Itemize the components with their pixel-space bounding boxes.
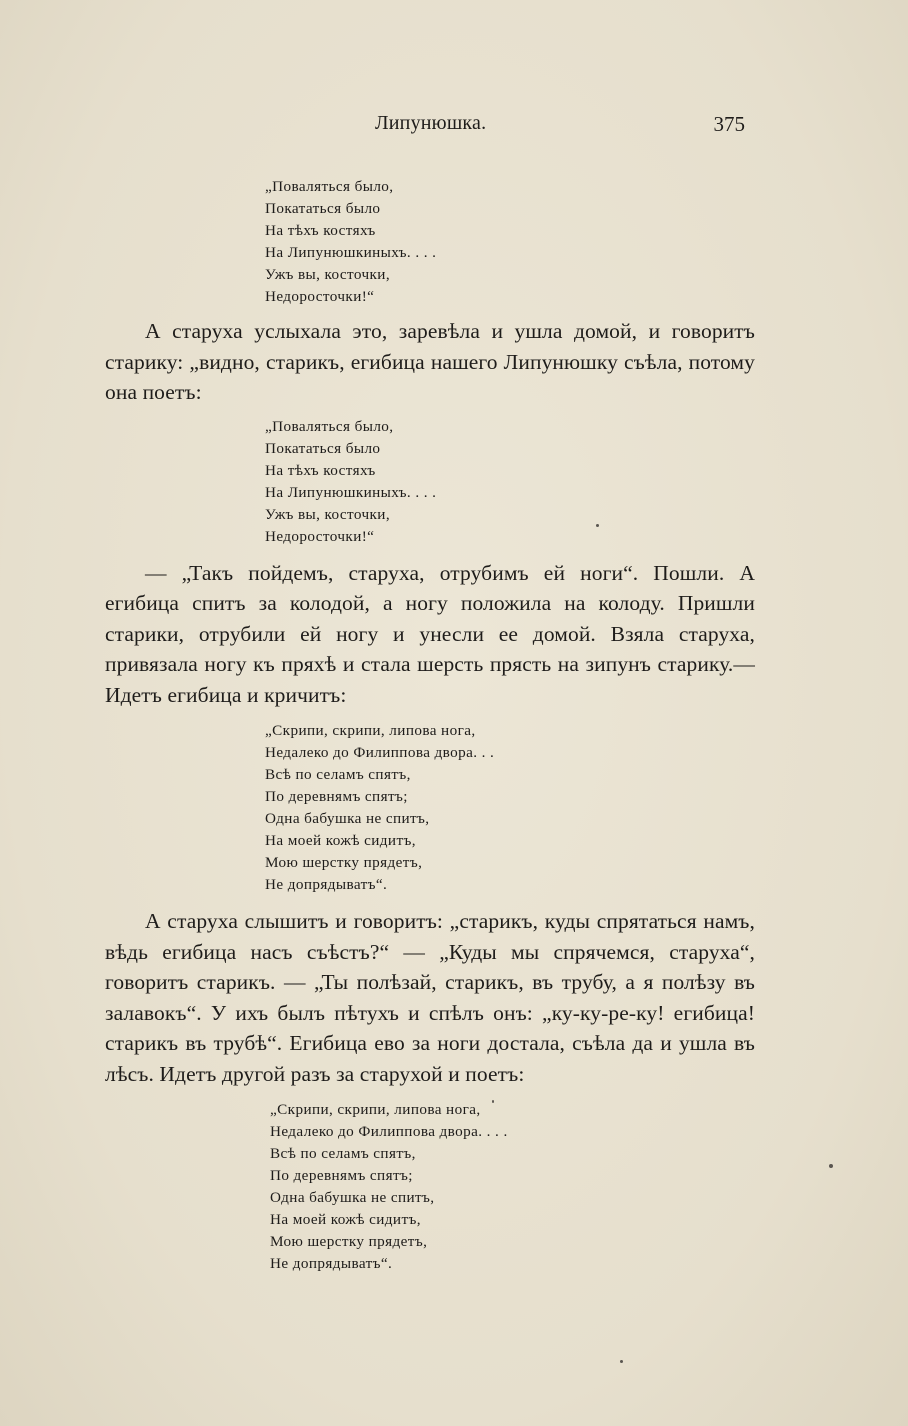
paper-speck (492, 1100, 494, 1103)
verse-line: Не допрядыватъ“. (270, 1255, 393, 1272)
verse-line: На тѣхъ костяхъ (265, 461, 376, 479)
verse-line: Всѣ по селамъ спятъ, (270, 1145, 416, 1162)
verse-line: На тѣхъ костяхъ (265, 222, 376, 239)
body-text (105, 176, 755, 1275)
verse-line: Не допрядыватъ“. (265, 876, 388, 893)
verse-line: Покататься было (265, 439, 381, 457)
verse-line: Одна бабушка не спитъ, (270, 1189, 435, 1206)
verse-line: „Скрипи, скрипи, липова нога, (265, 722, 476, 739)
verse-line: По деревнямъ спятъ; (265, 788, 408, 805)
verse-line: На моей кожѣ сидитъ, (270, 1211, 421, 1228)
verse-block (270, 1099, 755, 1275)
paper-speck (596, 524, 599, 527)
verse-line: На Липунюшкиныхъ. . . . (265, 244, 437, 261)
verse-line: „Поваляться было, (265, 417, 394, 435)
verse-block (265, 176, 755, 308)
verse-line: „Скрипи, скрипи, липова нога, (270, 1101, 481, 1118)
verse-line: На Липунюшкиныхъ. . . . (265, 483, 437, 501)
verse-line: Покататься было (265, 200, 381, 217)
page-header (105, 112, 745, 142)
verse-line: Ужъ вы, косточки, (265, 266, 391, 283)
verse-line: Недоросточки!“ (265, 527, 375, 545)
verse-line: Ужъ вы, косточки, (265, 505, 391, 523)
paragraph: А старуха слышитъ и говоритъ: „старикъ, куды спрятаться намъ, вѣдь егибица насъ съѣстъ?“ — „Куды мы спрячемся, старуха“, говоритъ старикъ. — „Ты полѣзай, старикъ, въ трубу, а я полѣзу въ залавокъ“. У ихъ былъ пѣтухъ и спѣлъ онъ: „ку-ку-ре-ку! егибица! старикъ въ трубѣ“. Егибица ево за ноги достала, съѣла да и ушла въ лѣсъ. Идетъ другой разъ за старухой и поетъ: (105, 909, 755, 1086)
page-number: 375 (713, 112, 745, 136)
paper-speck (620, 1360, 623, 1363)
verse-line: Всѣ по селамъ спятъ, (265, 766, 411, 783)
paragraph: — „Такъ пойдемъ, старуха, отрубимъ ей ноги“. Пошли. А егибица спитъ за колодой, а ногу положила на колоду. Пришли старики, отрубили ей ногу и унесли ее домой. Взяла старуха, привязала ногу къ пряхѣ и стала шерсть прясть на зипунъ старику.—Идетъ егибица и кричитъ: (105, 560, 755, 707)
verse-line: По деревнямъ спятъ; (270, 1167, 413, 1184)
paragraph: А старуха услыхала это, заревѣла и ушла домой, и говоритъ старику: „видно, старикъ, егибица нашего Липунюшку съѣла, потому она поетъ: (105, 319, 755, 404)
verse-line: „Поваляться было, (265, 178, 394, 195)
verse-block (265, 720, 755, 896)
running-title: Липунюшка. (375, 112, 487, 134)
verse-block (265, 416, 755, 548)
verse-line: Недоросточки!“ (265, 288, 375, 305)
verse-line: Недалеко до Филиппова двора. . . . (270, 1123, 508, 1140)
verse-line: На моей кожѣ сидитъ, (265, 832, 416, 849)
verse-line: Одна бабушка не спитъ, (265, 810, 430, 827)
verse-line: Мою шерстку прядетъ, (265, 854, 423, 871)
verse-line: Мою шерстку прядетъ, (270, 1233, 428, 1250)
paper-speck (829, 1164, 833, 1168)
verse-line: Недалеко до Филиппова двора. . . (265, 744, 495, 761)
